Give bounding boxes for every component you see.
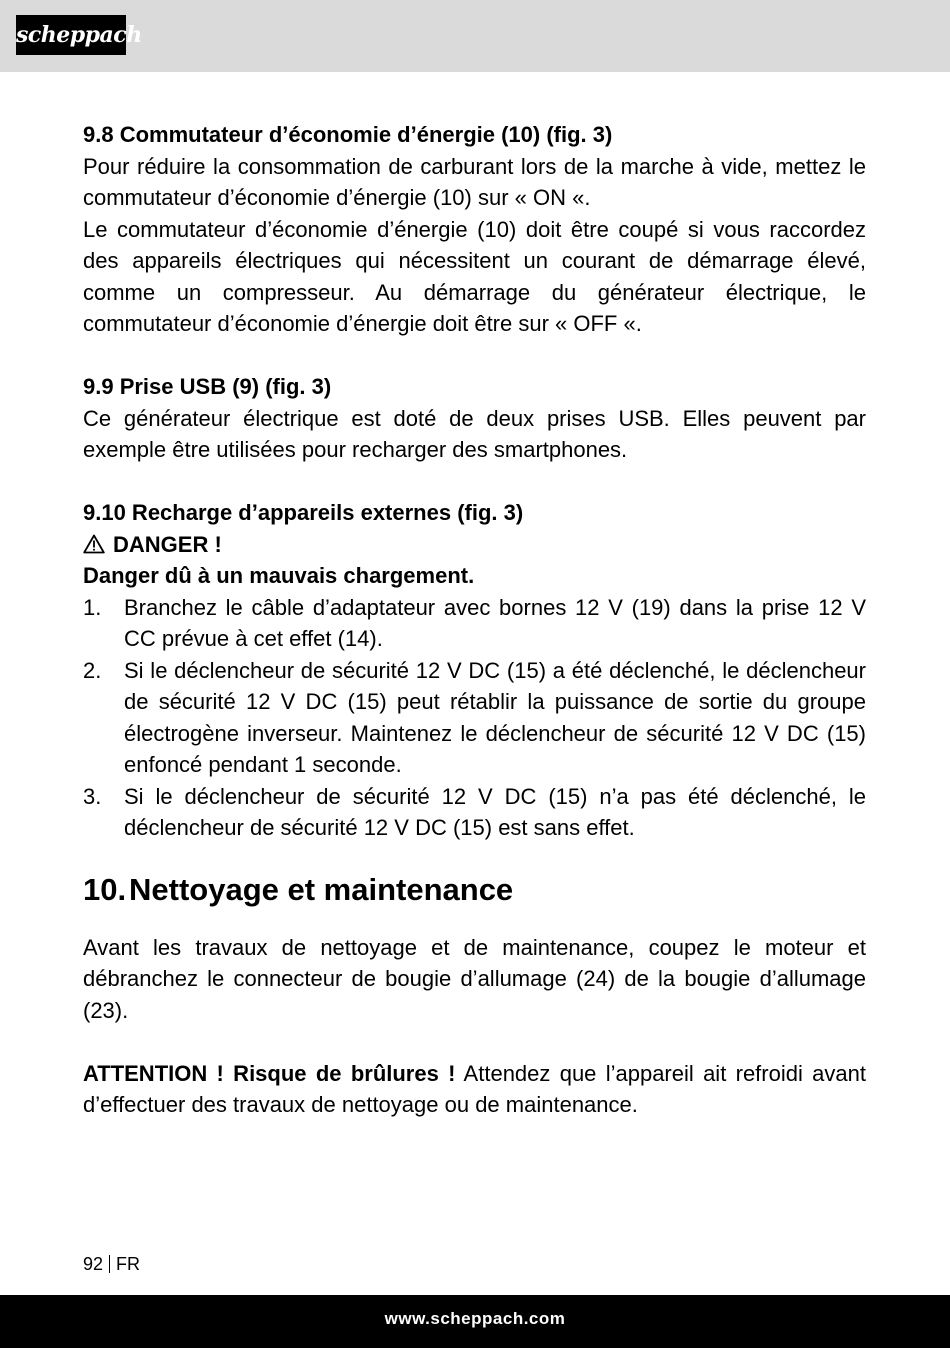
footer-bar — [0, 1295, 950, 1348]
attention-text: Attendez que l’appareil ait refroidi avant d’effectuer des travaux de nettoyage ou de maintenance. — [83, 1060, 866, 1117]
page-number: 92 — [83, 1254, 104, 1274]
danger-label: DANGER ! — [113, 531, 222, 557]
page-footer-info — [83, 1253, 140, 1275]
section-9-10-title: 9.10 Recharge d’appareils externes (fig. 3) — [83, 500, 524, 525]
step-text: Branchez le câble d’adaptateur avec bornes 12 V (19) dans la prise 12 V CC prévue à cet effet (14). — [124, 594, 866, 651]
list-item — [83, 655, 866, 781]
page-header — [0, 0, 950, 72]
section-9-8-paragraph-1: Pour réduire la consommation de carburant lors de la marche à vide, mettez le commutateur d’économie d’énergie (10) sur « ON «. — [83, 153, 866, 210]
step-number: 3. — [83, 783, 102, 809]
step-number: 2. — [83, 657, 102, 683]
list-item — [83, 781, 866, 844]
section-10-paragraph: Avant les travaux de nettoyage et de maintenance, coupez le moteur et débranchez le connecteur de bougie d’allumage (24) de la bougie d’allumage (23). — [83, 934, 866, 1023]
scheppach-logo: scheppach — [16, 15, 126, 55]
step-text: Si le déclencheur de sécurité 12 V DC (15) n’a pas été déclenché, le déclencheur de sécurité 12 V DC (15) est sans effet. — [124, 783, 866, 840]
section-9-9-paragraph: Ce générateur électrique est doté de deux prises USB. Elles peuvent par exemple être utilisées pour recharger des smartphones. — [83, 405, 866, 462]
section-10-number: 10. — [83, 871, 127, 907]
language-code: FR — [116, 1254, 141, 1274]
step-number: 1. — [83, 594, 102, 620]
danger-heading — [83, 529, 866, 561]
page-content — [83, 119, 866, 1121]
section-9-8-paragraph-2: Le commutateur d’économie d’énergie (10) doit être coupé si vous raccordez des appareils électriques qui nécessitent un courant de démarrage élevé, comme un compresseur. Au démarrage du générateur électrique, le commutateur d’économie d’énergie doit être sur « OFF «. — [83, 216, 866, 336]
section-9-8-title: 9.8 Commutateur d’économie d’énergie (10) (fig. 3) — [83, 122, 613, 147]
attention-paragraph — [83, 1058, 866, 1121]
warning-triangle-icon — [83, 534, 105, 554]
section-10-heading — [83, 870, 866, 910]
section-9-9-title: 9.9 Prise USB (9) (fig. 3) — [83, 374, 332, 399]
attention-label: ATTENTION ! Risque de brûlures ! — [83, 1060, 456, 1086]
step-text: Si le déclencheur de sécurité 12 V DC (15) a été déclenché, le déclencheur de sécurité 12 V DC (15) peut rétablir la puissance de sortie du groupe électrogène inverseur. Maintenez le déclencheur de sécurité 12 V DC (15) enfoncé pendant 1 seconde. — [124, 657, 866, 777]
list-item — [83, 592, 866, 655]
section-10-title: Nettoyage et maintenance — [129, 871, 514, 907]
danger-subtitle: Danger dû à un mauvais chargement. — [83, 563, 475, 588]
website-url: www.scheppach.com — [384, 1309, 566, 1328]
footer-separator — [109, 1255, 110, 1273]
steps-list — [83, 592, 866, 844]
